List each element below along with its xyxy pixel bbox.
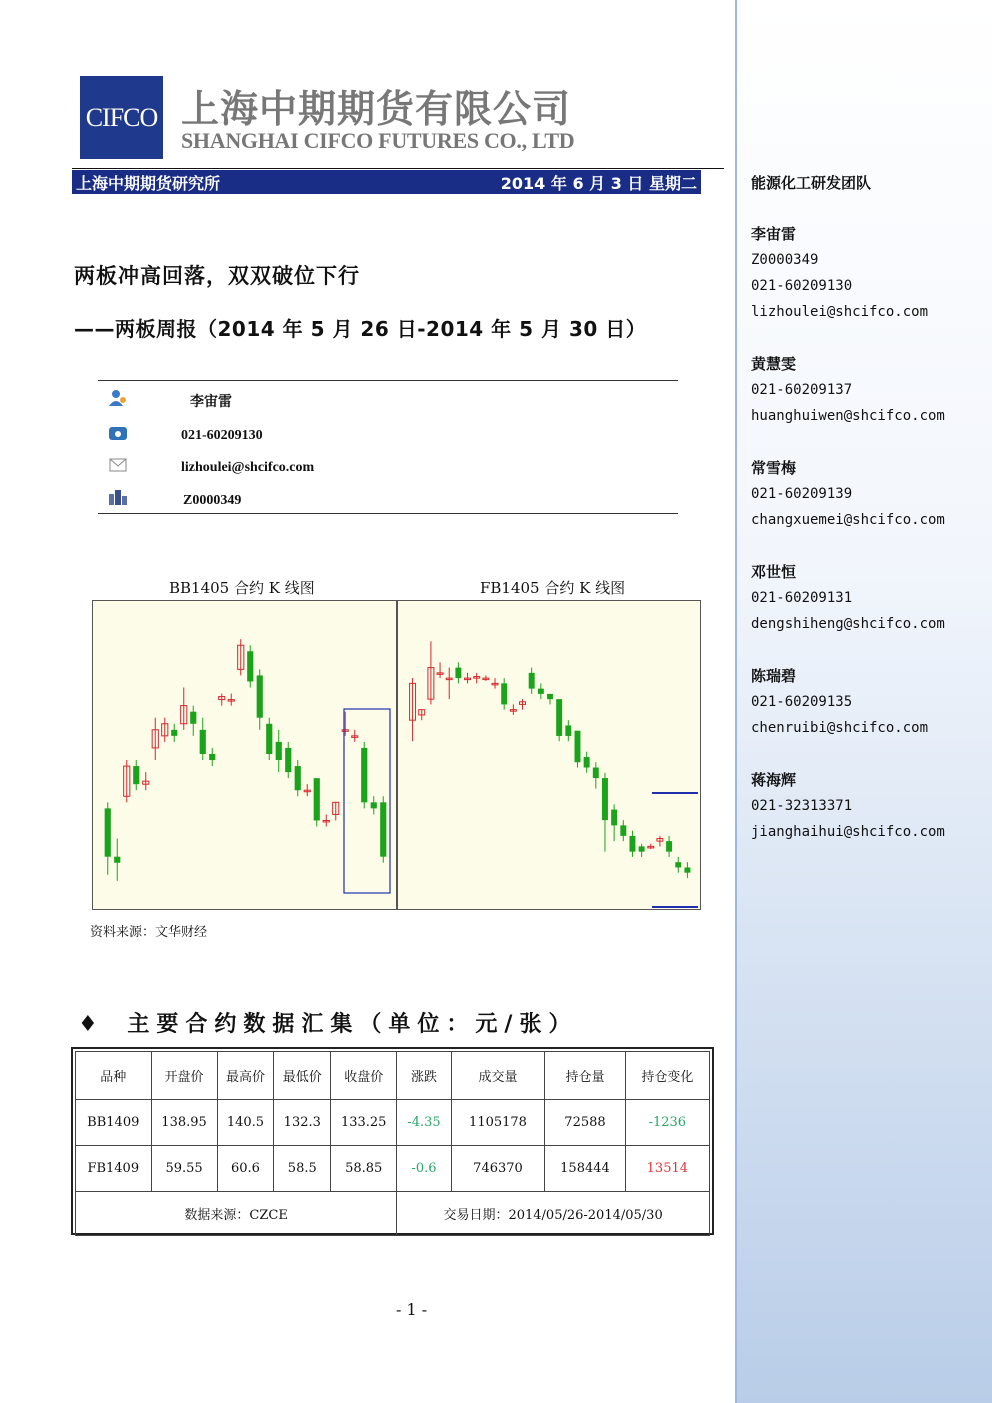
candle: [428, 641, 434, 704]
company-name-cn: 上海中期期货有限公司: [181, 87, 572, 131]
table-cell: FB1409: [76, 1146, 152, 1192]
candle-body: [114, 857, 120, 863]
section-heading-text: 主要合约数据汇集（单位：元/张）: [127, 1012, 578, 1037]
table-cell: 746370: [451, 1146, 545, 1192]
candle: [266, 718, 272, 760]
contact-email[interactable]: chenruibi@shcifco.com: [751, 720, 929, 736]
header-rule: [72, 168, 724, 169]
table-cell: 133.25: [331, 1100, 397, 1146]
candle-body: [200, 730, 206, 754]
candle: [455, 662, 461, 683]
table-header-cell: 持仓量: [545, 1052, 625, 1100]
table-cell: 132.3: [274, 1100, 331, 1146]
candle: [684, 862, 690, 878]
phone-icon: [108, 424, 128, 442]
table-header-cell: 品种: [76, 1052, 152, 1100]
company-logo: CIFCO: [80, 76, 163, 159]
table-header-row: [76, 1052, 710, 1100]
table-trade-date: 交易日期：2014/05/26-2014/05/30: [397, 1192, 710, 1236]
chart-source: 资料来源：文华财经: [90, 925, 208, 940]
candle-body: [257, 675, 263, 717]
sidebar: [735, 0, 992, 1403]
candle: [342, 712, 348, 736]
table-header-cell: 收盘价: [331, 1052, 397, 1100]
candle: [105, 802, 111, 875]
contact-email[interactable]: dengshiheng@shcifco.com: [751, 616, 945, 632]
table-cell: 72588: [545, 1100, 625, 1146]
page-number: - 1 -: [396, 1300, 428, 1319]
author-block: [98, 380, 678, 514]
candle-body: [629, 836, 635, 852]
candle: [124, 760, 130, 802]
company-name-en: SHANGHAI CIFCO FUTURES CO., LTD: [181, 128, 575, 153]
candle: [666, 836, 672, 857]
candle: [465, 673, 471, 684]
report-title: 两板冲高回落，双双破位下行: [74, 264, 360, 288]
candle: [483, 675, 489, 680]
contact-phone: 021-60209131: [751, 590, 853, 606]
candle-body: [455, 668, 461, 679]
candle: [361, 742, 367, 808]
candle: [304, 784, 310, 796]
chart-title-right: FB1405 合约 K 线图: [480, 579, 626, 597]
candle: [419, 710, 425, 721]
kline-chart-bb-svg: [93, 601, 396, 909]
candle: [657, 836, 663, 847]
candle: [556, 699, 562, 741]
candle: [474, 673, 480, 684]
table-cell-oi-change: -1236: [625, 1100, 709, 1146]
candle-body: [190, 712, 196, 724]
institute-name: 上海中期期货研究所: [76, 173, 221, 193]
candle: [611, 804, 617, 841]
candle-body: [295, 766, 301, 790]
candle-body: [133, 766, 139, 784]
candle: [675, 857, 681, 873]
table-header-cell: 最低价: [274, 1052, 331, 1100]
candle: [575, 731, 581, 768]
candle: [629, 831, 635, 857]
contact-phone: 021-60209130: [751, 278, 853, 294]
candle-body: [556, 699, 562, 736]
contact-name: 蒋海辉: [751, 771, 797, 789]
candle: [639, 844, 645, 857]
candle: [593, 762, 599, 788]
candle: [352, 730, 358, 742]
candle: [295, 760, 301, 796]
candle-body: [105, 808, 111, 856]
table-cell: 158444: [545, 1146, 625, 1192]
chart-title-left: BB1405 合约 K 线图: [169, 579, 315, 597]
candle-body: [666, 841, 672, 852]
candle-body: [639, 846, 645, 851]
author-phone: 021-60209130: [181, 428, 263, 443]
candle: [371, 796, 377, 814]
report-subtitle: ——两板周报（2014 年 5 月 26 日-2014 年 5 月 30 日）: [74, 317, 647, 341]
contact-phone: 021-60209139: [751, 486, 853, 502]
candle: [238, 639, 244, 675]
candle-body: [380, 802, 386, 856]
candle-body: [285, 748, 291, 772]
candle: [228, 694, 234, 706]
sidebar-contact: [751, 455, 945, 533]
diamond-icon: ♦: [78, 1012, 105, 1037]
candle: [133, 760, 139, 790]
candle-body: [620, 825, 626, 836]
candle-body: [171, 730, 177, 736]
candle-body: [276, 742, 282, 760]
candle: [181, 688, 187, 730]
table-cell: 138.95: [151, 1100, 217, 1146]
contact-name: 黄慧雯: [751, 355, 797, 373]
contact-phone: 021-32313371: [751, 798, 853, 814]
candle: [162, 718, 168, 742]
candle: [565, 720, 571, 741]
candle: [143, 772, 149, 790]
candle: [410, 678, 416, 741]
person-icon: [108, 389, 128, 407]
contact-name: 常雪梅: [751, 459, 797, 477]
building-icon: [108, 488, 128, 506]
candle: [584, 752, 590, 773]
candle: [209, 748, 215, 766]
candle-body: [247, 651, 253, 681]
header-banner: [72, 170, 701, 194]
candle: [446, 668, 452, 700]
table-header-cell: 最高价: [217, 1052, 274, 1100]
author-license: Z0000349: [183, 493, 242, 508]
sidebar-contact: [751, 559, 945, 637]
candle: [152, 718, 158, 760]
candle-body: [565, 725, 571, 736]
table-header-cell: 开盘价: [151, 1052, 217, 1100]
table-cell-oi-change: 13514: [625, 1146, 709, 1192]
candle: [620, 820, 626, 841]
candle-body: [611, 810, 617, 826]
candle: [247, 645, 253, 687]
candle-body: [266, 724, 272, 754]
contact-id: Z0000349: [751, 252, 819, 268]
candle: [333, 802, 339, 820]
candle: [437, 662, 443, 678]
table-cell-change: -0.6: [397, 1146, 452, 1192]
candle-body: [538, 689, 544, 694]
sidebar-team-title: 能源化工研发团队: [751, 174, 872, 192]
contact-email[interactable]: lizhoulei@shcifco.com: [751, 304, 929, 320]
candle: [257, 669, 263, 729]
table-header-cell: 持仓变化: [625, 1052, 709, 1100]
candle-body: [547, 694, 553, 699]
author-email[interactable]: lizhoulei@shcifco.com: [181, 460, 315, 475]
candle-body: [209, 754, 215, 760]
candle-body: [675, 862, 681, 867]
contact-email[interactable]: huanghuiwen@shcifco.com: [751, 408, 945, 424]
contact-name: 李宙雷: [751, 225, 797, 243]
table-cell: 1105178: [451, 1100, 545, 1146]
table-cell: BB1409: [76, 1100, 152, 1146]
candle-body: [371, 802, 377, 808]
candle: [200, 718, 206, 760]
candle-body: [593, 768, 599, 779]
candle: [547, 694, 553, 705]
candle: [276, 730, 282, 772]
candle: [648, 844, 654, 849]
candle-body: [584, 757, 590, 768]
data-table-frame: [71, 1047, 714, 1235]
candle-body: [602, 778, 608, 820]
author-name: 李宙雷: [190, 395, 232, 410]
candle: [314, 778, 320, 826]
candle: [492, 678, 498, 689]
sidebar-contact: [751, 767, 945, 845]
candle: [510, 704, 516, 715]
table-cell-change: -4.35: [397, 1100, 452, 1146]
table-cell: 59.55: [151, 1146, 217, 1192]
table-cell: 58.5: [274, 1146, 331, 1192]
sidebar-contact: [751, 221, 928, 325]
candle-body: [361, 748, 367, 802]
candle: [171, 724, 177, 742]
candle: [114, 839, 120, 881]
table-row: [76, 1146, 710, 1192]
mail-icon: [108, 456, 128, 474]
contact-phone: 021-60209137: [751, 382, 853, 398]
table-cell: 58.85: [331, 1146, 397, 1192]
kline-chart-bb: [92, 600, 397, 910]
contact-phone: 021-60209135: [751, 694, 853, 710]
candle-body: [684, 867, 690, 872]
table-footer-row: [76, 1192, 710, 1236]
candle: [219, 694, 225, 706]
contact-name: 邓世恒: [751, 563, 797, 581]
candle-body: [529, 673, 535, 689]
contact-email[interactable]: jianghaihui@shcifco.com: [751, 824, 945, 840]
candle: [520, 699, 526, 710]
report-date: 2014 年 6 月 3 日 星期二: [500, 173, 697, 193]
candle: [190, 706, 196, 736]
table-source: 数据来源：CZCE: [76, 1192, 397, 1236]
candle-body: [575, 731, 581, 763]
candle: [380, 796, 386, 862]
candle: [602, 773, 608, 852]
candle: [538, 683, 544, 699]
table-header-cell: 成交量: [451, 1052, 545, 1100]
table-cell: 60.6: [217, 1146, 274, 1192]
kline-chart-fb: [397, 600, 701, 910]
candle-body: [314, 778, 320, 820]
table-cell: 140.5: [217, 1100, 274, 1146]
kline-chart-fb-svg: [398, 601, 700, 909]
data-table: [75, 1051, 710, 1236]
sidebar-contact: [751, 351, 945, 429]
contact-email[interactable]: changxuemei@shcifco.com: [751, 512, 945, 528]
contact-name: 陈瑞碧: [751, 667, 797, 685]
table-header-cell: 涨跌: [397, 1052, 452, 1100]
candle-body: [501, 683, 507, 704]
table-row: [76, 1100, 710, 1146]
sidebar-contact: [751, 663, 928, 741]
candle: [529, 668, 535, 694]
candle: [501, 678, 507, 710]
candle: [323, 814, 329, 826]
section-heading: [78, 1007, 577, 1038]
candle: [285, 742, 291, 778]
